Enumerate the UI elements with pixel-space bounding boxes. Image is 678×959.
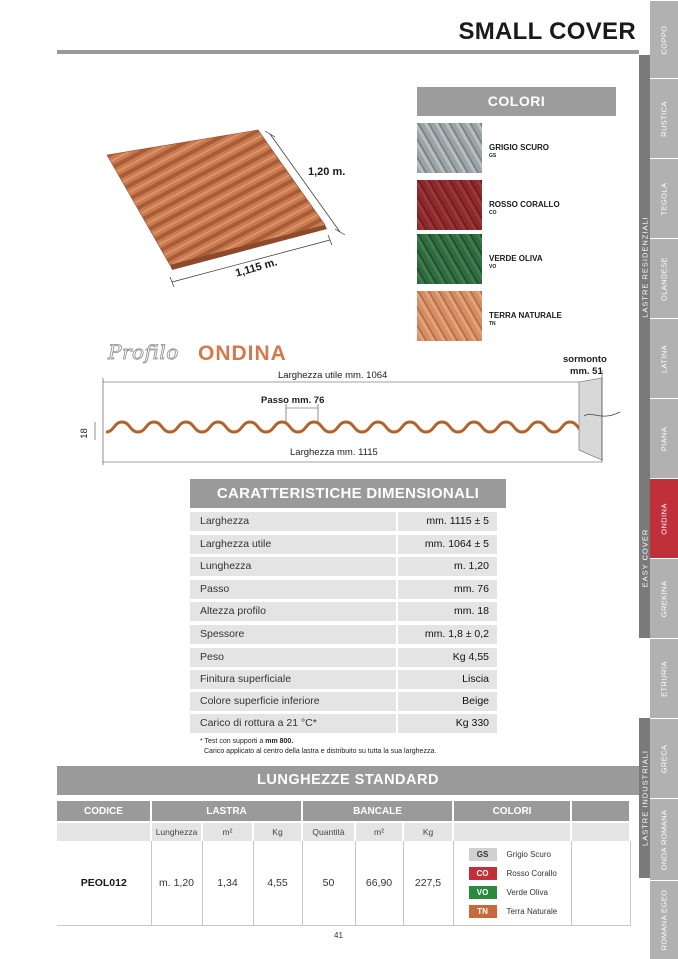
overlap-value: mm. 51: [570, 366, 603, 377]
side-tab-romana-egeo[interactable]: ROMANA EGEO: [650, 880, 678, 959]
header-sheet: LASTRA: [151, 801, 302, 822]
standard-lengths-title: LUNGHEZZE STANDARD: [57, 766, 639, 795]
cell-pallet-sqm: 66,90: [355, 841, 403, 925]
profile-height-label: 18: [78, 428, 90, 439]
useful-width-label: Larghezza utile mm. 1064: [278, 370, 388, 381]
side-tab-etruria[interactable]: ETRURIA: [650, 638, 678, 718]
cell-colors: [453, 841, 571, 925]
subheader-quantity: Quantità: [302, 822, 355, 841]
side-tab-olandese[interactable]: OLANDESE: [650, 238, 678, 318]
color-chip-gs: GS Grigio Scuro: [469, 848, 571, 861]
side-tab-tegola[interactable]: TEGOLA: [650, 158, 678, 238]
specs-row: Passo mm. 76: [190, 580, 506, 599]
side-tab-onda-romana[interactable]: ONDA ROMANA: [650, 798, 678, 880]
sheet-width-label: 1,20 m.: [308, 166, 346, 178]
specs-row: Peso Kg 4,55: [190, 648, 506, 667]
header-code: CODICE: [57, 801, 151, 822]
color-chip-vo: VO Verde Oliva: [469, 886, 571, 899]
swatch-vo: [417, 234, 482, 284]
overlap-label: sormonto: [563, 354, 607, 365]
side-group-residenziali: LASTRE RESIDENZIALI: [639, 55, 650, 478]
swatch-gs: [417, 123, 482, 173]
specs-footnote-line2: Carico applicato al centro della lastra e distribuito su tutta la sua larghezza.: [204, 748, 437, 755]
side-tab-ondina[interactable]: ONDINA: [650, 478, 678, 558]
color-chip-co: CO Rosso Corallo: [469, 867, 571, 880]
specs-row: Finitura superficiale Liscia: [190, 670, 506, 689]
side-group-easy-cover: EASY COVER: [639, 478, 650, 638]
color-option-tn[interactable]: TERRA NATURALE TN: [417, 291, 617, 341]
specs-footnote-line1: * Test con supporti a mm 800.: [200, 738, 294, 745]
pitch-label: Passo mm. 76: [261, 395, 325, 406]
subheader-sheet-kg: Kg: [253, 822, 302, 841]
subheader-pallet-kg: Kg: [403, 822, 453, 841]
total-width-label: Larghezza mm. 1115: [290, 447, 378, 458]
swatch-co: [417, 180, 482, 230]
color-option-co[interactable]: ROSSO CORALLO CO: [417, 180, 617, 230]
side-tab-grekina[interactable]: GREKINA: [650, 558, 678, 638]
cell-pallet-kg: 227,5: [403, 841, 453, 925]
side-tab-rustica[interactable]: RUSTICA: [650, 78, 678, 158]
side-tab-latina[interactable]: LATINA: [650, 318, 678, 398]
swatch-tn: [417, 291, 482, 341]
subheader-sheet-sqm: m²: [202, 822, 253, 841]
side-navigation: [650, 0, 678, 959]
title-divider: [57, 50, 639, 54]
page-title: SMALL COVER: [458, 18, 636, 45]
specs-row: Larghezza mm. 1115 ± 5: [190, 512, 506, 531]
subheader-length: Lunghezza: [151, 822, 202, 841]
specs-row: Altezza profilo mm. 18: [190, 602, 506, 621]
table-row: [57, 841, 630, 925]
cell-length: m. 1,20: [151, 841, 202, 925]
cell-sheet-sqm: 1,34: [202, 841, 253, 925]
specs-row: Lunghezza m. 1,20: [190, 557, 506, 576]
side-tab-coppo[interactable]: COPPO: [650, 0, 678, 78]
side-group-industriali: LASTRE INDUSTRIALI: [639, 718, 650, 878]
subheader-pallet-sqm: m²: [355, 822, 403, 841]
sheet-length-label: 1,115 m.: [234, 256, 279, 280]
cell-sheet-kg: 4,55: [253, 841, 302, 925]
specs-row: Colore superficie inferiore Beige: [190, 692, 506, 711]
header-colors: COLORI: [453, 801, 571, 822]
side-tab-greca[interactable]: GRECA: [650, 718, 678, 798]
header-pallet: BANCALE: [302, 801, 453, 822]
cell-quantity: 50: [302, 841, 355, 925]
header-empty: [571, 801, 630, 822]
specs-row: Carico di rottura a 21 °C* Kg 330: [190, 714, 506, 733]
sheet-illustration: [95, 120, 360, 310]
specs-title: CARATTERISTICHE DIMENSIONALI: [190, 479, 506, 508]
side-tab-piana[interactable]: PIANA: [650, 398, 678, 478]
page-number: 41: [334, 931, 343, 940]
standard-lengths-table: [57, 801, 631, 926]
product-code: PEOL012: [57, 841, 151, 925]
color-chip-tn: TN Terra Naturale: [469, 905, 571, 918]
color-option-vo[interactable]: VERDE OLIVA VO: [417, 234, 617, 284]
profile-name: ONDINA: [198, 342, 287, 365]
specs-row: Larghezza utile mm. 1064 ± 5: [190, 535, 506, 554]
specs-row: Spessore mm. 1,8 ± 0,2: [190, 625, 506, 644]
profile-script-label: Profilo: [108, 340, 179, 364]
color-option-gs[interactable]: GRIGIO SCURO GS: [417, 123, 617, 173]
colors-panel-title: COLORI: [417, 87, 616, 116]
